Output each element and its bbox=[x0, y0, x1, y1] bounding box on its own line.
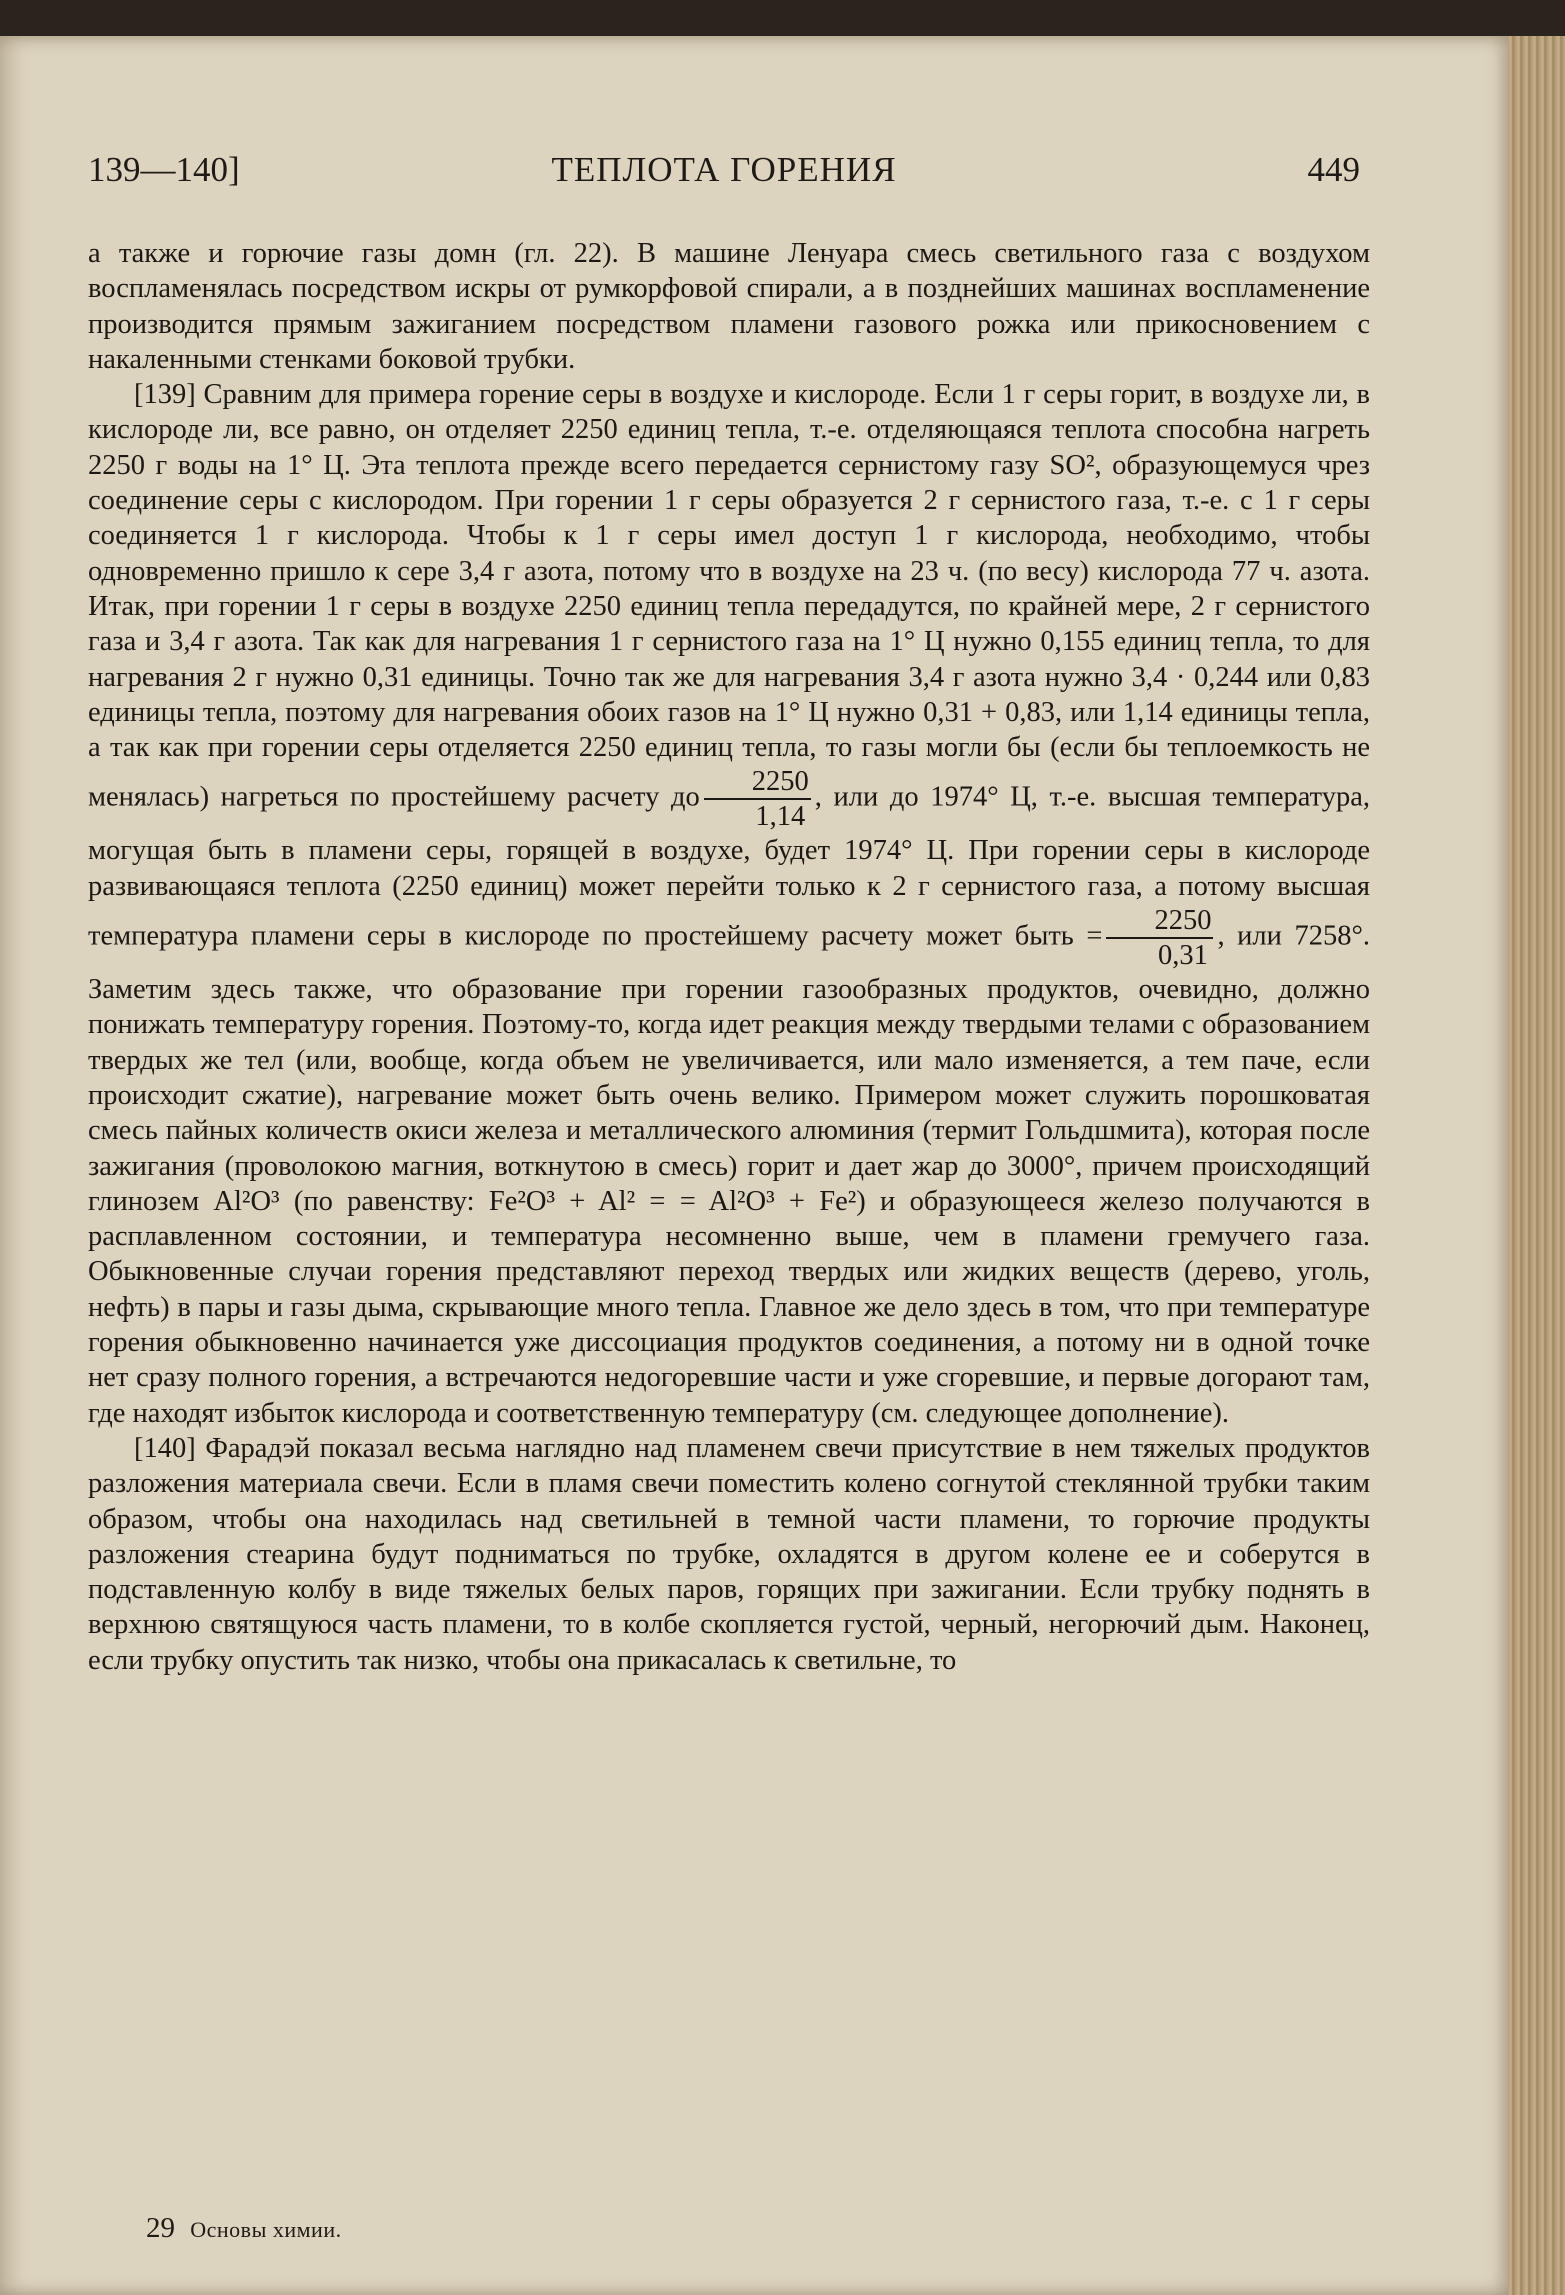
page-heading: ТЕПЛОТА ГОРЕНИЯ bbox=[551, 150, 897, 189]
fraction-1 bbox=[704, 765, 811, 833]
page-number: 449 bbox=[1307, 150, 1360, 189]
running-header bbox=[88, 150, 1360, 200]
fraction-2-numerator: 2250 bbox=[1106, 904, 1213, 939]
paragraph-continued: а также и горючие газы домн (гл. 22). В машине Ленуара смесь светильного газа с воздухом воспламенялась посредством искры от румкорфовой спирали, а в позднейших машинах воспламенение производится прямым зажиганием посредством пламени газового рожка или прикосновением с накаленными стенками боковой трубки. bbox=[88, 238, 1370, 375]
fraction-2-denominator: 0,31 bbox=[1158, 940, 1208, 972]
paragraph-139-part-b: , или до 1974° Ц, т.-е. высшая температура, могущая быть в пламени серы, горящей в воздухе, будет 1974° Ц. При горении серы в кислороде развивающаяся теплота (2250 единиц) может перейти только к 2 г сернистого газа, а потому высшая температура пламени серы в кислороде по простейшему расчету может быть = bbox=[88, 782, 1370, 952]
paragraph-139 bbox=[88, 377, 1370, 1431]
signature-number: 29 bbox=[146, 2212, 175, 2244]
paragraph-139-part-a: [139] Сравним для примера горение серы в воздухе и кислороде. Если 1 г серы горит, в воздухе ли, в кислороде ли, все равно, он отделяет 2250 единиц тепла, т.-е. отделяющаяся теплота способна нагреть 2250 г воды на 1° Ц. Эта теплота прежде всего передается сернистому газу SO², образующемуся чрез соединение серы с кислородом. При горении 1 г серы образуется 2 г сернистого газа, т.-е. с 1 г серы соединяется 1 г кислорода. Чтобы к 1 г серы имел доступ 1 г кислорода, необходимо, чтобы одновременно пришло к сере 3,4 г азота, потому что в воздухе на 23 ч. (по весу) кислорода 77 ч. азота. Итак, при горении 1 г серы в воздухе 2250 единиц тепла передадутся, по крайней мере, 2 г сернистого газа и 3,4 г азота. Так как для нагревания 1 г сернистого газа на 1° Ц нужно 0,155 единиц тепла, то для нагревания 2 г нужно 0,31 единицы. Точно так же для нагревания 3,4 г азота нужно 3,4 · 0,244 или 0,83 единицы тепла, поэтому для нагревания обоих газов на 1° Ц нужно 0,31 + 0,83, или 1,14 единицы тепла, а так как при горении серы отделяется 2250 единиц тепла, то газы могли бы (если бы теплоемкость не менялась) нагреться по простейшему расчету до bbox=[88, 379, 1370, 813]
fraction-2 bbox=[1106, 904, 1213, 972]
signature-footer bbox=[146, 2212, 342, 2245]
paragraph-140: [140] Фарадэй показал весьма наглядно над пламенем свечи присутствие в нем тяжелых продуктов разложения материала свечи. Если в пламя свечи поместить колено согнутой стеклянной трубки таким образом, чтобы она находилась над светильней в темной части пламени, то горючие продукты разложения стеарина будут подниматься по трубке, охладятся в другом колене ее и соберутся в подставленную колбу в виде тяжелых белых паров, горящих при зажигании. Если трубку поднять в верхнюю святящуюся часть пламени, то в колбе скопляется густой, черный, негорючий дым. Наконец, если трубку опустить так низко, чтобы она прикасалась к светильне, то bbox=[88, 1432, 1370, 1676]
fraction-1-denominator: 1,14 bbox=[755, 801, 806, 833]
page-edges bbox=[1508, 36, 1565, 2295]
body-text bbox=[88, 236, 1370, 1678]
signature-title: Основы химии. bbox=[190, 2217, 342, 2242]
paragraph-139-part-c: , или 7258°. Заметим здесь также, что образование при горении газообразных продуктов, очевидно, должно понижать температуру горения. Поэтому-то, когда идет реакция между твердыми телами с образованием твердых же тел (или, вообще, когда объем не увеличивается, или мало изменяется, а тем паче, если происходит сжатие), нагревание может быть очень велико. Примером может служить порошковатая смесь пайных количеств окиси железа и металлического алюминия (термит Гольдшмита), которая после зажигания (проволокою магния, воткнутою в смесь) горит и дает жар до 3000°, причем происходящий глинозем Al²O³ (по равенству: Fe²O³ + Al² = = Al²O³ + Fe²) и образующееся железо получаются в расплавленном состоянии, и температура несомненно выше, чем в пламени гремучего газа. Обыкновенные случаи горения представляют переход твердых или жидких веществ (дерево, уголь, нефть) в пары и газы дыма, скрывающие много тепла. Главное же дело здесь в том, что при температуре горения обыкновенно начинается уже диссоциация продуктов соединения, а потому ни в одной точке нет сразу полного горения, а встречаются недогоревшие части и уже сгоревшие, и первые догорают там, где находят избыток кислорода и соответственную температуру (см. следующее дополнение). bbox=[88, 920, 1371, 1429]
section-range: 139—140] bbox=[88, 150, 240, 189]
fraction-1-numerator: 2250 bbox=[704, 765, 811, 800]
